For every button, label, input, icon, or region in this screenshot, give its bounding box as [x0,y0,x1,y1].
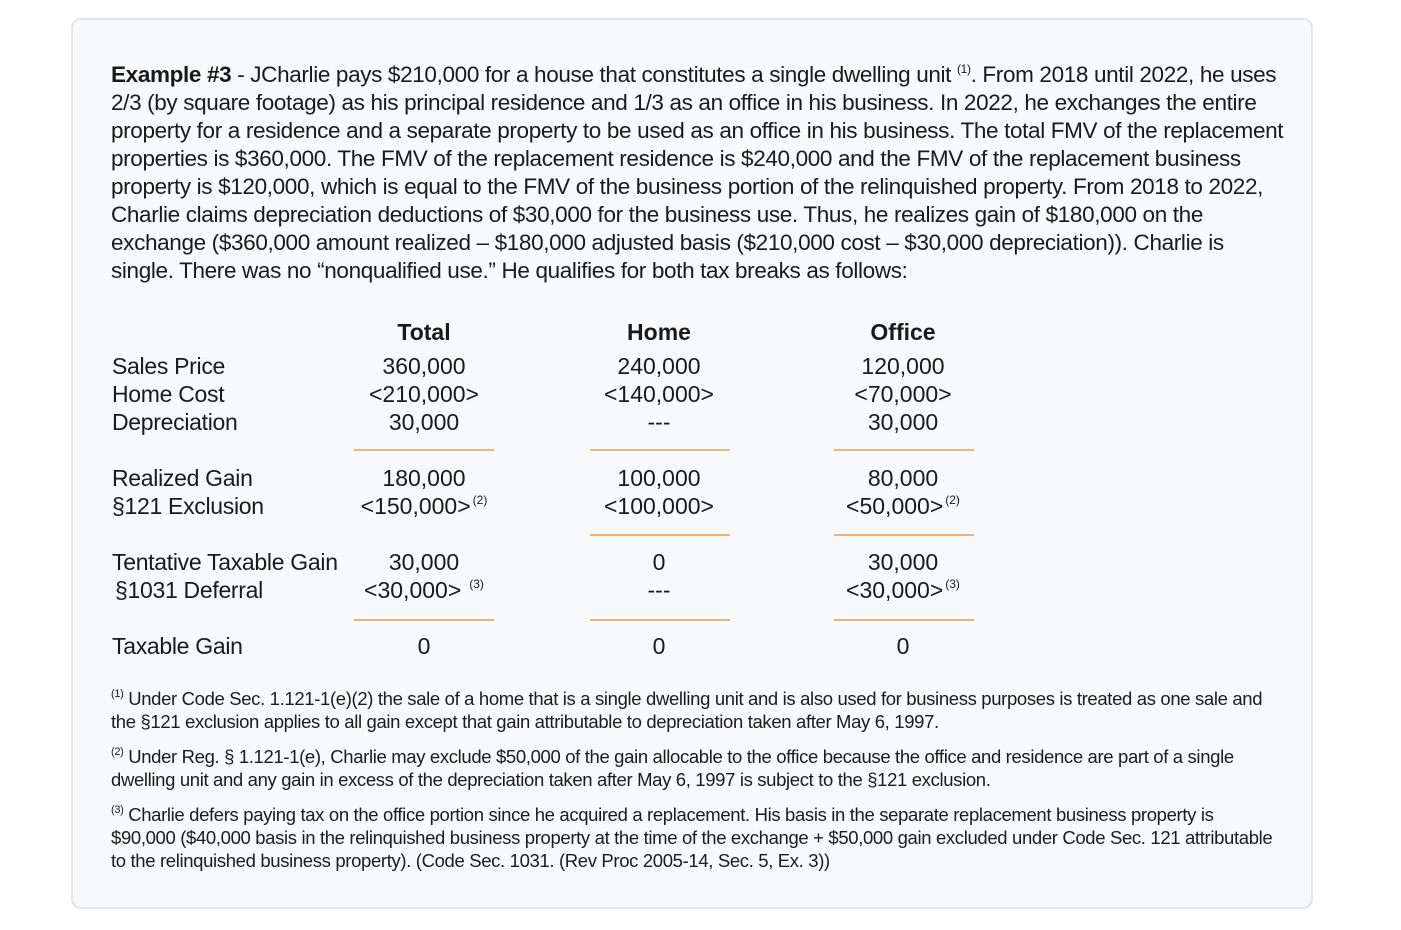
table-row [0,492,1401,520]
footnote-text: Under Code Sec. 1.121-1(e)(2) the sale of a home that is a single dwelling unit and is also used for business purposes is treated as one sale and the §121 exclusion applies to all gain except that gain attributable to depreciation taken after May 6, 1997. [111,688,1263,732]
cell-total: 30,000 [388,549,460,575]
table-row [0,548,1401,576]
row-label: Tentative Taxable Gain [112,549,338,575]
subtotal-rule [590,534,730,536]
cell-total [324,492,524,520]
cell-office [803,492,1003,520]
footnote-text: Under Reg. § 1.121-1(e), Charlie may exclude $50,000 of the gain allocable to the office because the office and residence are part of a single dwelling unit and any gain in excess of the depreciation taken after May 6, 1997 is subject to the §121 exclusion. [111,746,1234,790]
cell-home: --- [647,577,671,603]
subtotal-rule [834,534,974,536]
table-row [0,464,1401,492]
footnote-mark: (2) [111,745,124,758]
cell-home: 100,000 [617,465,701,491]
header-home: Home [627,319,691,345]
cell-value: <30,000> [846,577,944,603]
cell-value: <30,000> [364,577,462,603]
row-label: Sales Price [112,353,226,379]
row-label: §121 Exclusion [112,493,264,519]
row-label: Depreciation [112,409,238,435]
table-row [0,576,1401,604]
cell-home: 0 [652,633,666,659]
footnote-mark: (3) [111,803,124,816]
row-label: §1031 Deferral [115,577,263,603]
cell-office [803,576,1003,604]
subtotal-rule [590,619,730,621]
header-office: Office [870,319,936,345]
subtotal-rule [354,619,494,621]
cell-office: 80,000 [867,465,939,491]
footnote-ref: (3) [945,577,960,592]
subtotal-rule [834,449,974,451]
cell-value: <50,000> [846,493,944,519]
example-text-cont: . From 2018 until 2022, he uses 2/3 (by square footage) as his principal residence and 1/3 as an office in his business. In 2022, he exchanges the entire property for a residence and a separate property to be used as an office in his business. The total FMV of the replacement properties is $360,000. The FMV of the replacement residence is $240,000 and the FMV of the replacement business property is $120,000, which is equal to the FMV of the business portion of the relinquished property. From 2018 to 2022, Charlie claims depreciation deductions of $30,000 for the business use. Thus, he realizes gain of $180,000 on the exchange ($360,000 amount realized – $180,000 adjusted basis ($210,000 cost – $30,000 depreciation)). Charlie is single. There was no “nonqualified use.” He qualifies for both tax breaks as follows: [111,62,1284,283]
cell-home: 0 [652,549,666,575]
table-header [0,318,1401,346]
row-label: Taxable Gain [112,633,243,659]
example-paragraph [111,61,1286,285]
cell-home: <100,000> [603,493,714,519]
subtotal-rule [590,449,730,451]
table-row [0,380,1401,408]
cell-total: 180,000 [382,465,466,491]
cell-home: --- [647,409,671,435]
footnote-ref: (2) [472,493,488,508]
cell-office: <70,000> [854,381,952,407]
subtotal-rule [354,449,494,451]
subtotal-rule [834,619,974,621]
example-text: - JCharlie pays $210,000 for a house that constitutes a single dwelling unit [231,62,957,87]
cell-office: 30,000 [867,409,939,435]
cell-office: 30,000 [867,549,939,575]
footnote-2 [111,745,1276,791]
cell-total: 30,000 [388,409,460,435]
cell-total: 0 [417,633,431,659]
cell-home: <140,000> [603,381,714,407]
footnote-ref: (2) [945,493,960,508]
footnote-text: Charlie defers paying tax on the office portion since he acquired a replacement. His basis in the separate replacement business property is $90,000 ($40,000 basis in the relinquished business property at the time of the exchange + $50,000 gain excluded under Code Sec. 121 attributable to the relinquished business property). (Code Sec. 1031. (Rev Proc 2005-14, Sec. 5, Ex. 3)) [111,804,1273,871]
footnote-ref: (3) [469,577,484,592]
cell-home: 240,000 [617,353,701,379]
header-total: Total [397,319,451,345]
footnote-ref-1: (1) [956,61,971,76]
table-row [0,352,1401,380]
example-title: Example #3 [111,62,232,87]
cell-office: 0 [896,633,910,659]
row-label: Home Cost [112,381,225,407]
cell-value: <150,000> [360,493,471,519]
cell-total: 360,000 [382,353,466,379]
footnote-mark: (1) [111,687,124,700]
cell-total [324,576,524,604]
footnote-3 [111,803,1276,872]
table-row [0,408,1401,436]
table-row [0,632,1401,660]
cell-total: <210,000> [368,381,479,407]
footnote-1 [111,687,1276,733]
row-label: Realized Gain [112,465,253,491]
cell-office: 120,000 [861,353,945,379]
